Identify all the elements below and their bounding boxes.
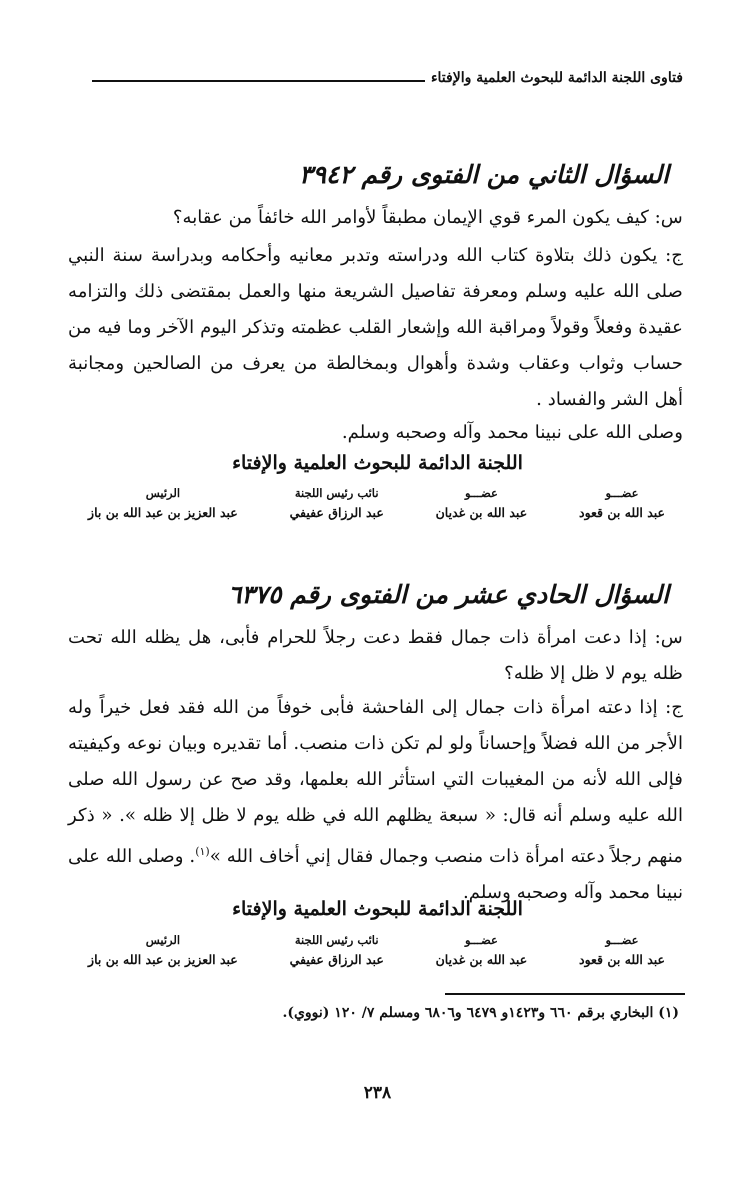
fatwa1-signatures xyxy=(88,484,665,524)
fatwa2-answer-end: . وصلى الله على نبينا محمد وآله وصحبه وسلم. xyxy=(68,846,683,904)
fatwa1-question: س: كيف يكون المرء قوي الإيمان مطبقاً لأوامر الله خائفاً من عقابه؟ xyxy=(172,207,683,228)
signatory-role: الرئيس xyxy=(145,933,181,947)
signatory-role: نائب رئيس اللجنة xyxy=(294,486,379,500)
fatwa2-answer xyxy=(68,690,683,911)
signatory-role: عضـــو xyxy=(464,486,498,500)
fatwa1-answer: ج: يكون ذلك بتلاوة كتاب الله ودراسته وتدبر معانيه وأحكامه وبدراسة سنة النبي صلى الله عليه وسلم ومعرفة تفاصيل الشريعة منها والعمل بمقتضى ذلك والتزامه عقيدة وفعلاً وقولاً ومراقبة الله وإشعار القلب عظمته وتذكر اليوم الآخر وما فيه من حساب وثواب وعقاب وشدة وأهوال وبمخالطة من يعرف من الصالحين ومجانبة أهل الشر والفساد . xyxy=(68,245,683,410)
signatory xyxy=(436,484,528,524)
fatwa1-committee: اللجنة الدائمة للبحوث العلمية والإفتاء xyxy=(232,452,523,474)
signatory-name: عبد الله بن قعود xyxy=(579,505,665,520)
signatory-role: عضـــو xyxy=(605,933,639,947)
signatory-name: عبد العزيز بن عبد الله بن باز xyxy=(88,505,238,520)
signatory-name: عبد الرزاق عفيفي xyxy=(289,505,384,520)
signatory-role: عضـــو xyxy=(464,933,498,947)
signatory-name: عبد الله بن غديان xyxy=(435,505,528,520)
signatory xyxy=(579,484,665,524)
signatory xyxy=(579,931,665,971)
footnote: (١) البخاري برقم ٦٦٠ و١٤٢٣و ٦٤٧٩ و٦٨٠٦ ومسلم ٧/ ١٢٠ (نووي). xyxy=(282,1005,679,1021)
signatory-role: عضـــو xyxy=(605,486,639,500)
fatwa2-question: س: إذا دعت امرأة ذات جمال فقط دعت رجلاً للحرام فأبى، هل يظله الله تحت ظله يوم لا ظل إلا ظله؟ xyxy=(68,627,683,684)
signatory-role: الرئيس xyxy=(145,486,181,500)
signatory-name: عبد الله بن قعود xyxy=(579,952,665,967)
signatory-name: عبد العزيز بن عبد الله بن باز xyxy=(88,952,238,967)
running-header xyxy=(92,63,683,93)
signatory xyxy=(88,484,238,524)
signatory-role: نائب رئيس اللجنة xyxy=(294,933,379,947)
fatwa2-signatures xyxy=(88,931,665,971)
fatwa2-title: السؤال الحادي عشر من الفتوى رقم ٦٣٧٥ xyxy=(227,580,669,609)
fatwa2-answer-text: ج: إذا دعته امرأة ذات جمال إلى الفاحشة فأبى خوفاً من الله فقد فعل خيراً وله الأجر من الله فضلاً وإحساناً ولو لم تكن ذات منصب. أما تقديره وبيان نوعه وكيفيته فإلى الله لأنه من المغيبات التي استأثر الله بعلمها، وقد صح عن رسول الله صلى الله عليه وسلم أنه قال: « سبعة يظلهم الله في ظله يوم لا ظل إلا ظله ». « ذكر منهم رجلاً دعته امرأة ذات منصب وجمال فقال إني أخاف الله » xyxy=(68,697,683,868)
footnote-separator xyxy=(445,993,685,995)
signatory xyxy=(290,484,384,524)
header-rule xyxy=(92,80,425,82)
signatory xyxy=(436,931,528,971)
header-title: فتاوى اللجنة الدائمة للبحوث العلمية والإفتاء xyxy=(430,70,683,86)
page-number: ٢٣٨ xyxy=(363,1083,392,1103)
fatwa1-closing: وصلى الله على نبينا محمد وآله وصحبه وسلم. xyxy=(341,422,683,443)
signatory-name: عبد الرزاق عفيفي xyxy=(289,952,384,967)
signatory xyxy=(290,931,384,971)
fatwa2-committee: اللجنة الدائمة للبحوث العلمية والإفتاء xyxy=(232,898,523,920)
fatwa1-title: السؤال الثاني من الفتوى رقم ٣٩٤٢ xyxy=(299,160,669,189)
signatory-name: عبد الله بن غديان xyxy=(435,952,528,967)
signatory xyxy=(88,931,238,971)
footnote-ref: (١) xyxy=(195,845,210,858)
